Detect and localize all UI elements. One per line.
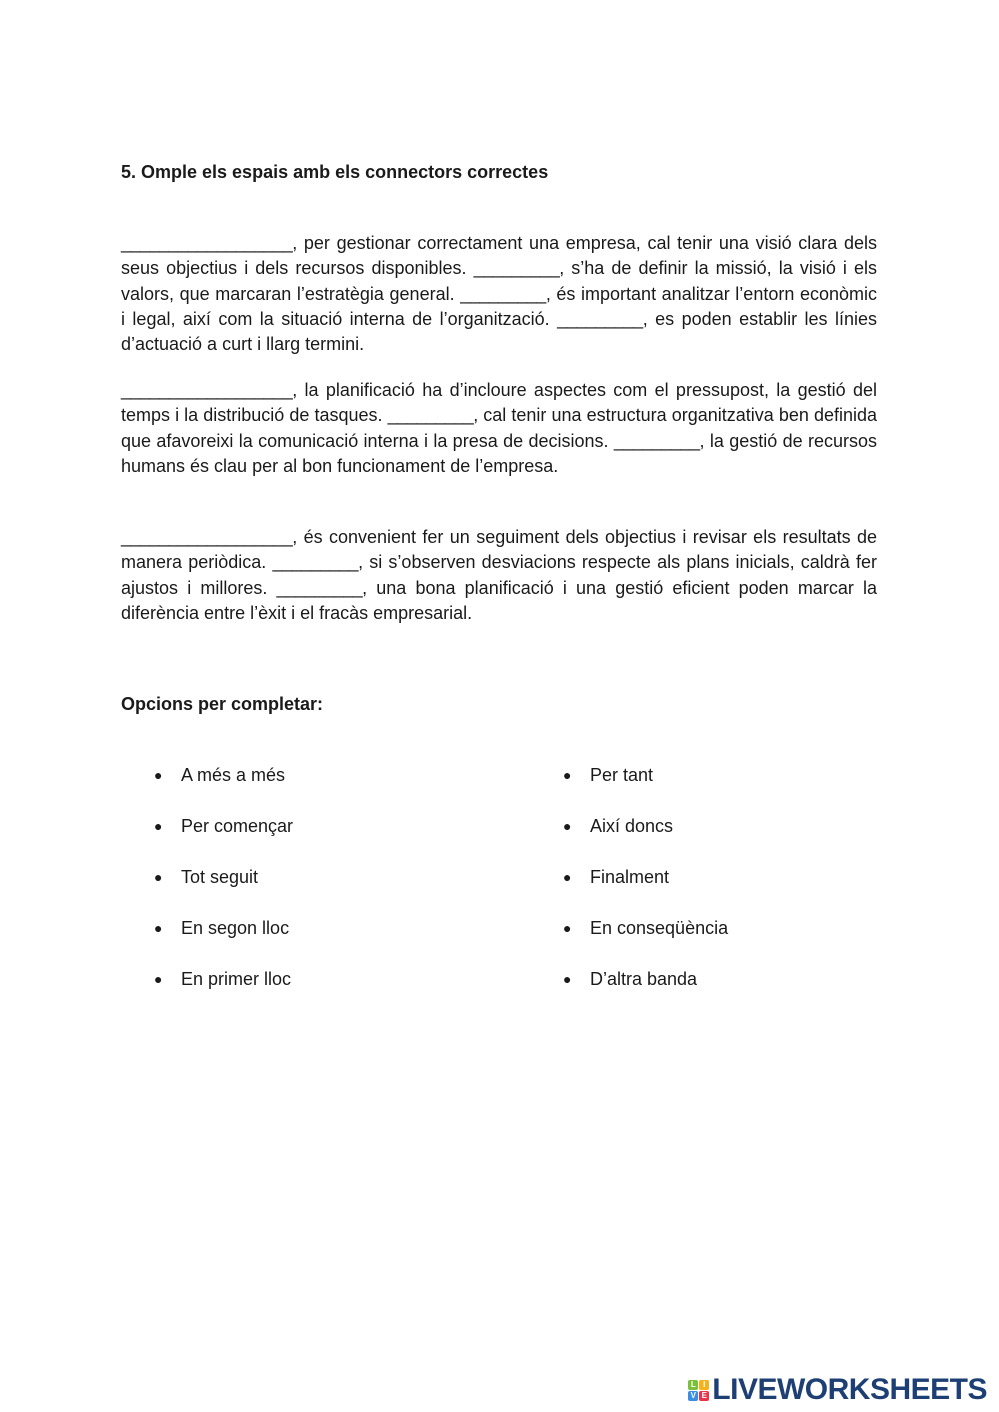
bullet-icon: ● <box>154 971 163 987</box>
option-label: D’altra banda <box>590 969 698 989</box>
blank-field[interactable]: _________ <box>272 552 359 573</box>
paragraph-text: , la gestió de recursos humans és clau per al bon funcionament de l’empresa. <box>121 430 877 476</box>
blank-field[interactable]: _________ <box>206 527 293 547</box>
option-label: Així doncs <box>590 816 674 836</box>
bullet-icon: ● <box>563 971 572 987</box>
options-list-left <box>154 763 294 1018</box>
logo-text: LIVEWORKSHEETS <box>712 1373 987 1406</box>
option-item <box>154 763 293 814</box>
paragraph-text: , la planificació ha d’incloure aspectes com el pressupost, la gestió del temps i la distribució de tasques. <box>121 380 877 426</box>
options-heading: Opcions per completar: <box>121 694 324 714</box>
blank-field[interactable]: _________ <box>557 308 643 329</box>
paragraph-text: , s’ha de definir la missió, la visió i els valors, que marcaran l’estratègia general. <box>121 258 877 304</box>
logo-cubes-icon <box>688 1380 709 1401</box>
paragraph-2 <box>121 378 877 479</box>
exercise-title: 5. Omple els espais amb els connectors correctes <box>121 162 549 182</box>
option-label: En primer lloc <box>181 969 292 989</box>
option-label: Per tant <box>590 765 654 785</box>
paragraph-text: , una bona planificació i una gestió eficient poden marcar la diferència entre l’èxit i el fracàs empresarial. <box>121 577 877 623</box>
liveworksheets-logo <box>688 1373 987 1407</box>
blank-field[interactable]: _________ <box>206 233 293 253</box>
logo-cube: V <box>688 1391 698 1401</box>
option-item <box>154 865 293 916</box>
bullet-icon: ● <box>154 818 163 834</box>
blank-field[interactable]: _________ <box>613 430 700 451</box>
logo-cube: L <box>688 1380 698 1390</box>
option-item <box>563 814 728 865</box>
option-item <box>154 916 293 967</box>
bullet-icon: ● <box>154 920 163 936</box>
option-item <box>563 916 729 967</box>
option-item <box>154 967 293 1018</box>
option-item <box>563 865 728 916</box>
bullet-icon: ● <box>563 818 572 834</box>
blank-field[interactable]: _________ <box>276 577 363 598</box>
paragraph-text: , cal tenir una estructura organitzativa ben definida que afavoreixi la comunicació interna i la presa de decisions. <box>121 405 877 451</box>
bullet-icon: ● <box>154 767 163 783</box>
options-list-right <box>563 763 729 1018</box>
blank-field[interactable]: _________ <box>121 233 207 253</box>
option-label: Tot seguit <box>181 867 259 887</box>
option-item <box>154 814 294 865</box>
option-label: Per començar <box>181 816 294 836</box>
blank-field[interactable]: _________ <box>121 380 207 400</box>
paragraph-text: , per gestionar correctament una empresa, cal tenir una visió clara dels seus objectius i dels recursos disponibles. <box>121 233 877 279</box>
paragraph-1 <box>121 231 877 357</box>
logo-cube: E <box>699 1391 709 1401</box>
blank-field[interactable]: _________ <box>387 405 474 426</box>
option-item <box>563 763 728 814</box>
option-label: En conseqüència <box>590 918 729 938</box>
blank-field[interactable]: _________ <box>206 380 293 400</box>
paragraph-text: , si s’observen desviacions respecte als plans inicials, caldrà fer ajustos i millores. <box>121 552 877 598</box>
bullet-icon: ● <box>154 869 163 885</box>
paragraph-text: , es poden establir les línies d’actuació a curt i llarg termini. <box>121 308 877 355</box>
bullet-icon: ● <box>563 920 572 936</box>
blank-field[interactable]: _________ <box>121 527 207 547</box>
option-label: A més a més <box>181 765 286 785</box>
logo-cube: I <box>699 1380 709 1390</box>
option-item <box>563 967 728 1018</box>
option-label: Finalment <box>590 867 670 887</box>
blank-field[interactable]: _________ <box>473 258 560 279</box>
paragraph-3 <box>121 525 877 626</box>
bullet-icon: ● <box>563 767 572 783</box>
blank-field[interactable]: _________ <box>460 283 546 304</box>
paragraph-text: , és important analitzar l’entorn econòmic i legal, així com la situació interna de l’organització. <box>121 283 877 329</box>
option-label: En segon lloc <box>181 918 290 938</box>
paragraph-text: , és convenient fer un seguiment dels objectius i revisar els resultats de manera periòdica. <box>121 527 877 573</box>
bullet-icon: ● <box>563 869 572 885</box>
